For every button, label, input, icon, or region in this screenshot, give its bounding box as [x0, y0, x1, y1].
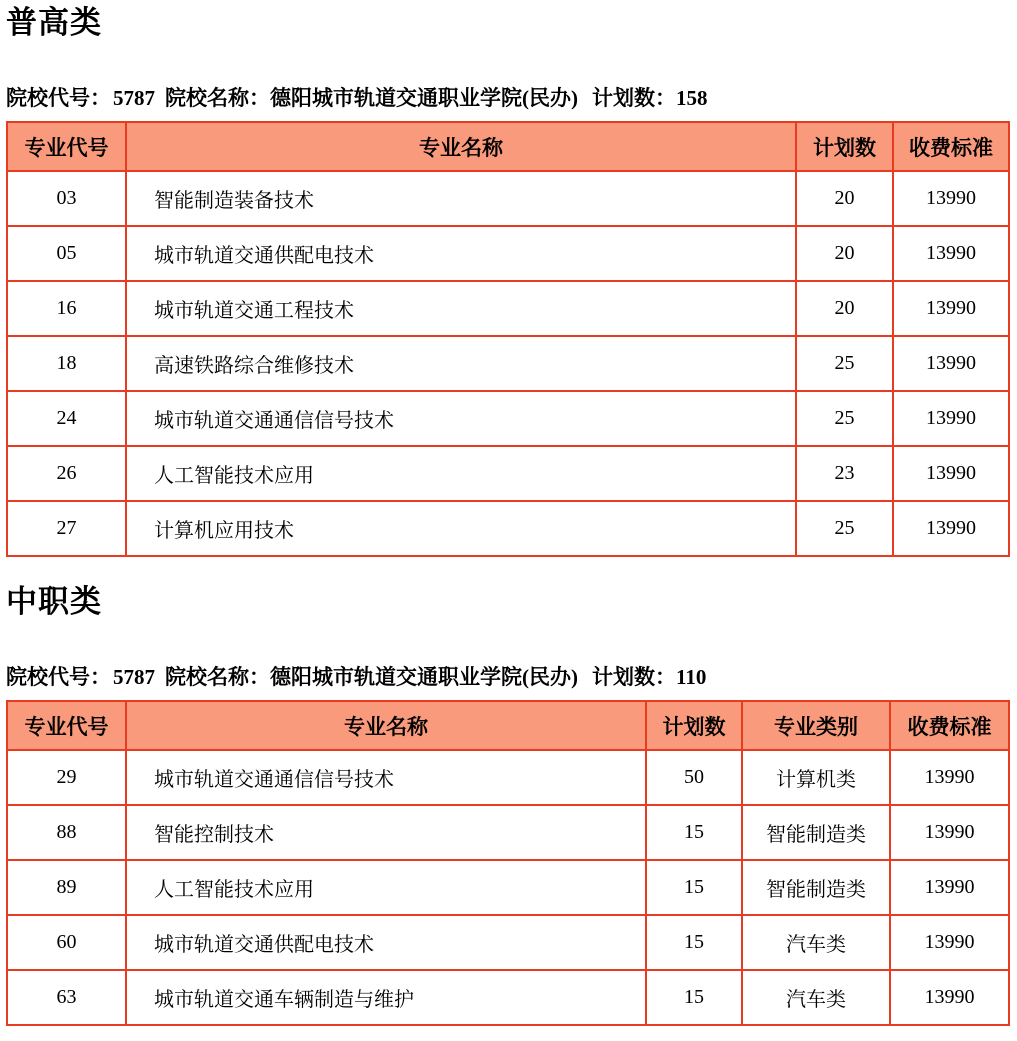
table-row: [7, 750, 1009, 805]
table-cell: 13990: [893, 501, 1009, 556]
table-cell: 智能制造类: [742, 860, 890, 915]
table-cell: 汽车类: [742, 970, 890, 1025]
school-caption: [6, 661, 1010, 691]
table-cell: 50: [646, 750, 742, 805]
major-name-cell: 城市轨道交通车辆制造与维护: [126, 970, 646, 1025]
table-row: [7, 336, 1009, 391]
table-cell: 15: [646, 970, 742, 1025]
major-name-cell: 城市轨道交通供配电技术: [126, 226, 796, 281]
table-cell: 计算机类: [742, 750, 890, 805]
school-name-label: 院校名称：: [165, 86, 270, 111]
section-putong-gaozhong: [6, 4, 1010, 557]
major-name-cell: 智能制造装备技术: [126, 171, 796, 226]
table-cell: 23: [796, 446, 893, 501]
table-cell: 13990: [893, 226, 1009, 281]
table-cell: 20: [796, 171, 893, 226]
plan-total-value: 158: [676, 86, 708, 111]
table-cell: 63: [7, 970, 126, 1025]
table-cell: 24: [7, 391, 126, 446]
category-heading: 中职类: [6, 584, 102, 620]
table-cell: 26: [7, 446, 126, 501]
major-name-cell: 城市轨道交通通信信号技术: [126, 750, 646, 805]
plan-table: [6, 700, 1010, 1026]
column-header: 收费标准: [893, 122, 1009, 171]
table-cell: 88: [7, 805, 126, 860]
table-row: [7, 501, 1009, 556]
school-code: 5787: [113, 665, 155, 690]
table-cell: 13990: [893, 446, 1009, 501]
table-cell: 25: [796, 336, 893, 391]
table-row: [7, 446, 1009, 501]
school-code-label: 院校代号：: [6, 665, 111, 690]
column-header: 专业名称: [126, 122, 796, 171]
header-row: [7, 122, 1009, 171]
header-row: [7, 701, 1009, 750]
table-cell: 18: [7, 336, 126, 391]
table-cell: 15: [646, 860, 742, 915]
plan-table-head: [7, 122, 1009, 171]
table-cell: 60: [7, 915, 126, 970]
table-row: [7, 171, 1009, 226]
major-name-cell: 城市轨道交通通信信号技术: [126, 391, 796, 446]
plan-table-head: [7, 701, 1009, 750]
table-cell: 13990: [890, 970, 1009, 1025]
major-name-cell: 智能控制技术: [126, 805, 646, 860]
table-cell: 20: [796, 281, 893, 336]
major-name-cell: 城市轨道交通工程技术: [126, 281, 796, 336]
major-name-cell: 人工智能技术应用: [126, 446, 796, 501]
school-name-label: 院校名称：: [165, 665, 270, 690]
plan-table: [6, 121, 1010, 557]
column-header: 专业代号: [7, 701, 126, 750]
table-cell: 13990: [893, 171, 1009, 226]
plan-total-value: 110: [676, 665, 707, 690]
section-zhongzhi: [6, 583, 1010, 1026]
table-cell: 27: [7, 501, 126, 556]
table-row: [7, 281, 1009, 336]
category-heading: 普高类: [6, 5, 102, 40]
table-row: [7, 915, 1009, 970]
column-header: 收费标准: [890, 701, 1009, 750]
major-name-cell: 人工智能技术应用: [126, 860, 646, 915]
plan-table-body: [7, 750, 1009, 1025]
plan-total-label: 计划数：: [592, 86, 676, 111]
column-header: 专业类别: [742, 701, 890, 750]
table-cell: 13990: [893, 391, 1009, 446]
table-row: [7, 860, 1009, 915]
major-name-cell: 高速铁路综合维修技术: [126, 336, 796, 391]
school-code-label: 院校代号：: [6, 86, 111, 111]
plan-total-label: 计划数：: [592, 665, 676, 690]
table-cell: 05: [7, 226, 126, 281]
table-cell: 25: [796, 391, 893, 446]
table-cell: 29: [7, 750, 126, 805]
column-header: 计划数: [646, 701, 742, 750]
table-cell: 13990: [893, 281, 1009, 336]
table-cell: 03: [7, 171, 126, 226]
table-cell: 13990: [890, 860, 1009, 915]
table-cell: 15: [646, 805, 742, 860]
table-cell: 13990: [890, 915, 1009, 970]
table-cell: 89: [7, 860, 126, 915]
column-header: 专业代号: [7, 122, 126, 171]
table-cell: 13990: [890, 750, 1009, 805]
school-name: 德阳城市轨道交通职业学院(民办): [270, 86, 578, 111]
table-cell: 汽车类: [742, 915, 890, 970]
major-name-cell: 城市轨道交通供配电技术: [126, 915, 646, 970]
school-code: 5787: [113, 86, 155, 111]
column-header: 专业名称: [126, 701, 646, 750]
plan-table-body: [7, 171, 1009, 556]
table-cell: 16: [7, 281, 126, 336]
table-row: [7, 226, 1009, 281]
table-row: [7, 805, 1009, 860]
major-name-cell: 计算机应用技术: [126, 501, 796, 556]
table-row: [7, 970, 1009, 1025]
table-cell: 15: [646, 915, 742, 970]
table-cell: 20: [796, 226, 893, 281]
school-name: 德阳城市轨道交通职业学院(民办): [270, 665, 578, 690]
table-cell: 25: [796, 501, 893, 556]
table-cell: 13990: [893, 336, 1009, 391]
table-cell: 智能制造类: [742, 805, 890, 860]
school-caption: [6, 82, 1010, 112]
column-header: 计划数: [796, 122, 893, 171]
table-cell: 13990: [890, 805, 1009, 860]
table-row: [7, 391, 1009, 446]
